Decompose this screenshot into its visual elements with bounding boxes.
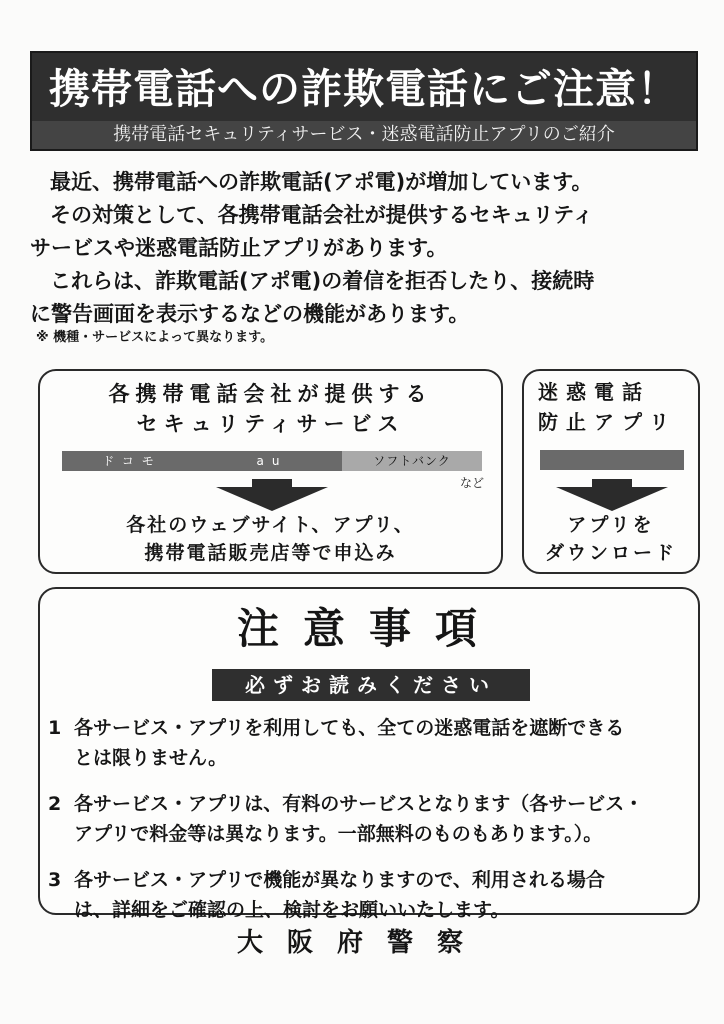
page-subtitle: 携帯電話セキュリティサービス・迷惑電話防止アプリのご紹介 xyxy=(32,121,696,149)
intro-line: に警告画面を表示するなどの機能があります。 xyxy=(30,302,470,326)
notice-item-text: 各サービス・アプリで機能が異なりますので、利用される場合 は、詳細をご確認の上、検討をお願いいたします。 xyxy=(74,869,605,921)
carrier-title-line: セキュリティサービス xyxy=(136,412,405,436)
carrier-docomo: ドコモ xyxy=(62,451,202,471)
carrier-action-text xyxy=(40,511,501,567)
header-banner xyxy=(30,51,698,151)
notice-list xyxy=(48,713,688,941)
intro-line: これらは、詐欺電話(アポ電)の着信を拒否したり、接続時 xyxy=(50,269,595,293)
down-arrow-icon xyxy=(556,487,668,511)
carrier-title-line: 各携帯電話会社が提供する xyxy=(108,382,433,406)
app-title-line: 防止アプリ xyxy=(538,410,678,434)
carrier-bar xyxy=(62,451,482,471)
intro-line: サービスや迷惑電話防止アプリがあります。 xyxy=(30,236,448,260)
notice-item-number: 1 xyxy=(48,717,62,739)
carrier-etc: など xyxy=(460,476,485,490)
intro-line: 最近、携帯電話への詐欺電話(アポ電)が増加しています。 xyxy=(50,170,593,194)
app-box-title xyxy=(538,377,677,437)
carrier-action-line: 携帯電話販売店等で申込み xyxy=(144,542,397,564)
app-action-text xyxy=(524,511,698,567)
carrier-softbank: ソフトバンク xyxy=(342,451,482,471)
app-action-line: アプリを xyxy=(567,514,655,536)
notice-item xyxy=(48,789,688,849)
notice-box xyxy=(38,587,700,921)
notice-item-text: 各サービス・アプリを利用しても、全ての迷惑電話を遮断できる とは限りません。 xyxy=(74,717,625,769)
app-bar xyxy=(540,450,684,470)
down-arrow-stem xyxy=(592,479,632,487)
carrier-box-title xyxy=(40,379,501,439)
app-action-line: ダウンロード xyxy=(544,542,677,564)
notice-item xyxy=(48,713,688,773)
app-box xyxy=(522,369,700,574)
down-arrow-icon xyxy=(216,487,328,511)
notice-title: 注意事項 xyxy=(236,604,501,653)
notice-item-number: 2 xyxy=(48,793,62,815)
notice-item xyxy=(48,865,688,925)
footer-org: 大阪府警察 xyxy=(236,928,487,958)
intro-line: その対策として、各携帯電話会社が提供するセキュリティ xyxy=(50,203,594,227)
carrier-action-line: 各社のウェブサイト、アプリ、 xyxy=(126,514,415,536)
intro-note: ※ 機種・サービスによって異なります。 xyxy=(36,330,274,345)
carrier-au: au xyxy=(202,451,342,471)
intro-text xyxy=(30,166,700,331)
notice-item-text: 各サービス・アプリは、有料のサービスとなります（各サービス・ アプリで料金等は異なります。一部無料のものもあります。）。 xyxy=(74,793,644,845)
notice-item-number: 3 xyxy=(48,869,62,891)
notice-subtitle: 必ずお読みください xyxy=(212,669,530,701)
app-title-line: 迷惑電話 xyxy=(538,380,650,404)
page-title: 携帯電話への詐欺電話にご注意！ xyxy=(49,65,679,113)
down-arrow-stem xyxy=(252,479,292,487)
carrier-security-box xyxy=(38,369,503,574)
